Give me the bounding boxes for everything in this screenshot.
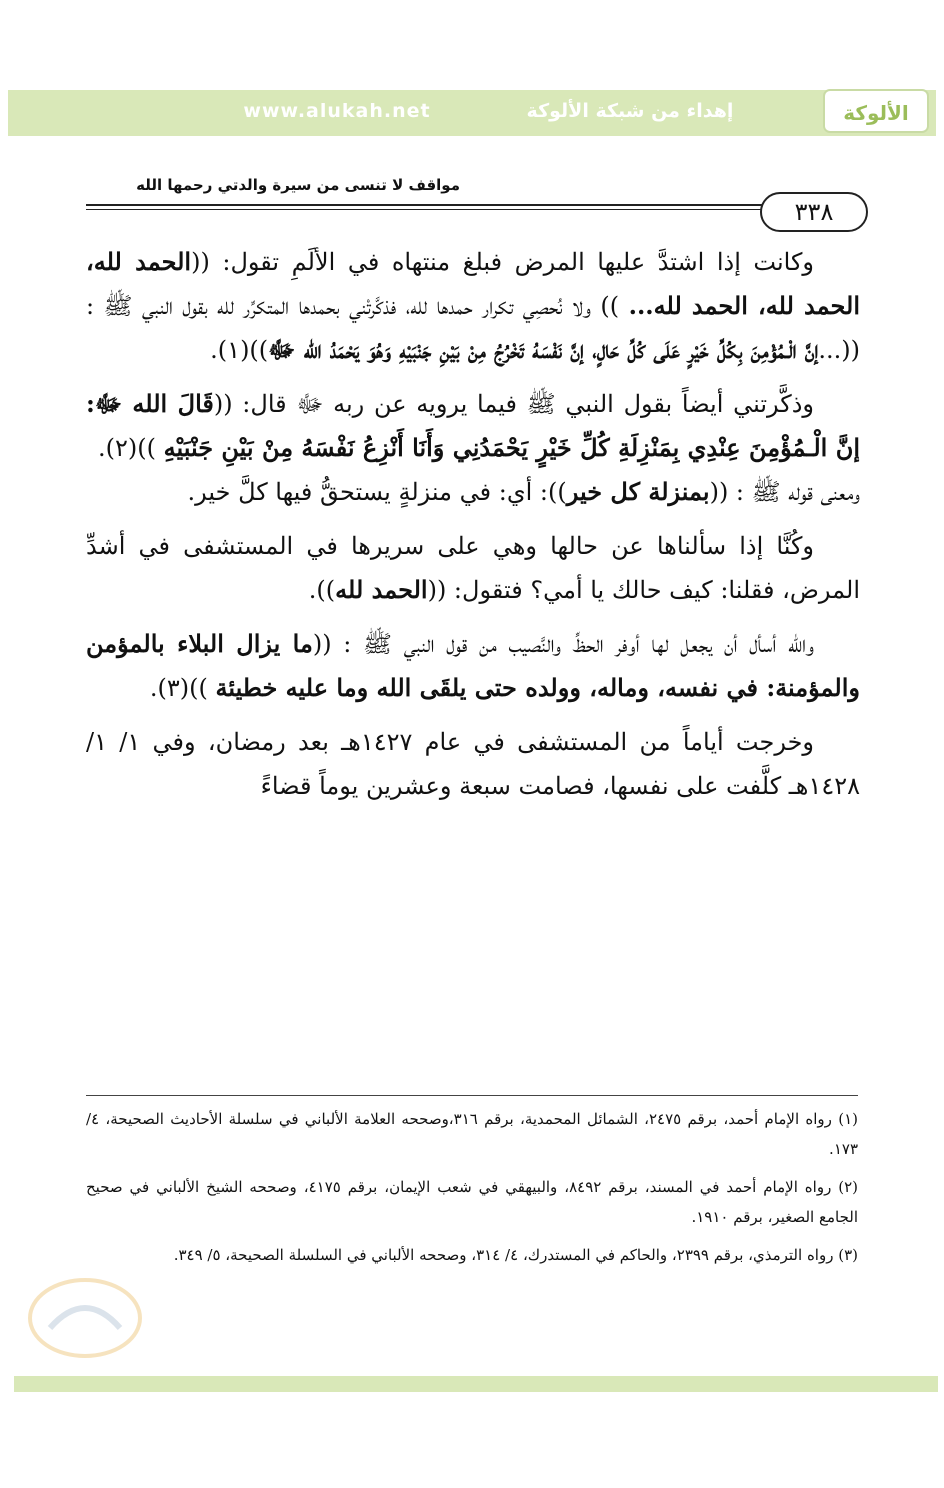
bottom-banner xyxy=(14,1376,938,1392)
banner-gift-text: إهداء من شبكة الألوكة xyxy=(526,100,734,122)
header-rule xyxy=(86,204,776,206)
header-title: مواقف لا تنسى من سيرة والدتي رحمها الله xyxy=(136,176,460,194)
footnote-1: (١) رواه الإمام أحمد، برقم ٢٤٧٥، الشمائل المحمدية، برقم ٣١٦،وصححه العلامة الألباني في سلسلة الأحاديث الصحيحة، ٤/ ١٧٣. xyxy=(86,1110,858,1158)
banner-url[interactable]: www.alukah.net xyxy=(243,100,431,122)
paragraph-5: وخرجت أياماً من المستشفى في عام ١٤٢٧هـ بعد رمضان، وفي ١/ ١/ ١٤٢٨هـ كلَّفت على نفسها، فصامت سبعة وعشرين يوماً قضاءً xyxy=(86,728,860,800)
alukah-logo xyxy=(822,86,930,136)
footnote-2: (٢) رواه الإمام أحمد في المسند، برقم ٨٤٩٢، والبيهقي في شعب الإيمان، برقم ٤١٧٥، وصححه الشيخ الألباني في صحيح الجامع الصغير، برقم ١٩١٠. xyxy=(86,1178,859,1226)
watermark-logo xyxy=(20,1268,150,1368)
page-number: ٣٣٨ xyxy=(760,192,868,232)
footnote-3: (٣) رواه الترمذي، برقم ٢٣٩٩، والحاكم في المستدرك، ٤/ ٣١٤، وصححه الألباني في السلسلة الصحيحة، ٥/ ٣٤٩. xyxy=(173,1246,858,1264)
footnote-separator xyxy=(86,1095,858,1096)
top-banner xyxy=(8,90,936,136)
paragraph-4: والله أسأل أن يجعل لها أوفر الحظِّ والنَّصيب من قول النبي ﷺ : ((ما يزال البلاء بالمؤمن والمؤمنة: في نفسه، وماله، وولده حتى يلقَى الله وما عليه خطيئة ))(٣). xyxy=(86,629,860,702)
footnotes xyxy=(86,1104,858,1278)
body-text xyxy=(86,240,860,818)
header-rule-thin xyxy=(86,209,776,210)
svg-text:الألوكة: الألوكة xyxy=(843,101,909,125)
paragraph-3: وكُنَّا إذا سألناها عن حالها وهي على سريرها في المستشفى في أشدِّ المرض، فقلنا: كيف حالك يا أمي؟ فتقول: ((الحمد لله)). xyxy=(86,532,860,604)
paragraph-2: وذكَّرتني أيضاً بقول النبي ﷺ فيما يرويه عن ربه ﷻ قال: ((قَالَ الله ﷻ: إنَّ الْـمُؤْمِنَ عِنْدِي بِمَنْزِلَةِ كُلِّ خَيْرٍ يَحْمَدُنِي وَأَنَا أَنْزِعُ نَفْسَهُ مِنْ بَيْنِ جَنْبَيْهِ ))(٢). ومعنى قوله ﷺ : ((بمنزلة كل خير)): أي: في منزلةٍ يستحقُّ فيها كلَّ خير. xyxy=(86,389,860,506)
paragraph-1: وكانت إذا اشتدَّ عليها المرض فبلغ منتهاه في الألَمِ تقول: ((الحمد لله، الحمد لله، الحمد لله... )) ولا نُحصِي تكرار حمدها لله، فذكَّرتْني بحمدها المتكرِّر لله بقول النبي ﷺ : ((...إنَّ الْـمُؤْمِنَ بِكُلِّ خَيْرٍ عَلَى كُلِّ حَالٍ، إنَّ نَفْسَهُ تَخْرُجُ مِنْ بَيْنِ جَنْبَيْهِ وَهُوَ يَحْمَدُ الله ﷻ))(١). xyxy=(86,247,860,364)
